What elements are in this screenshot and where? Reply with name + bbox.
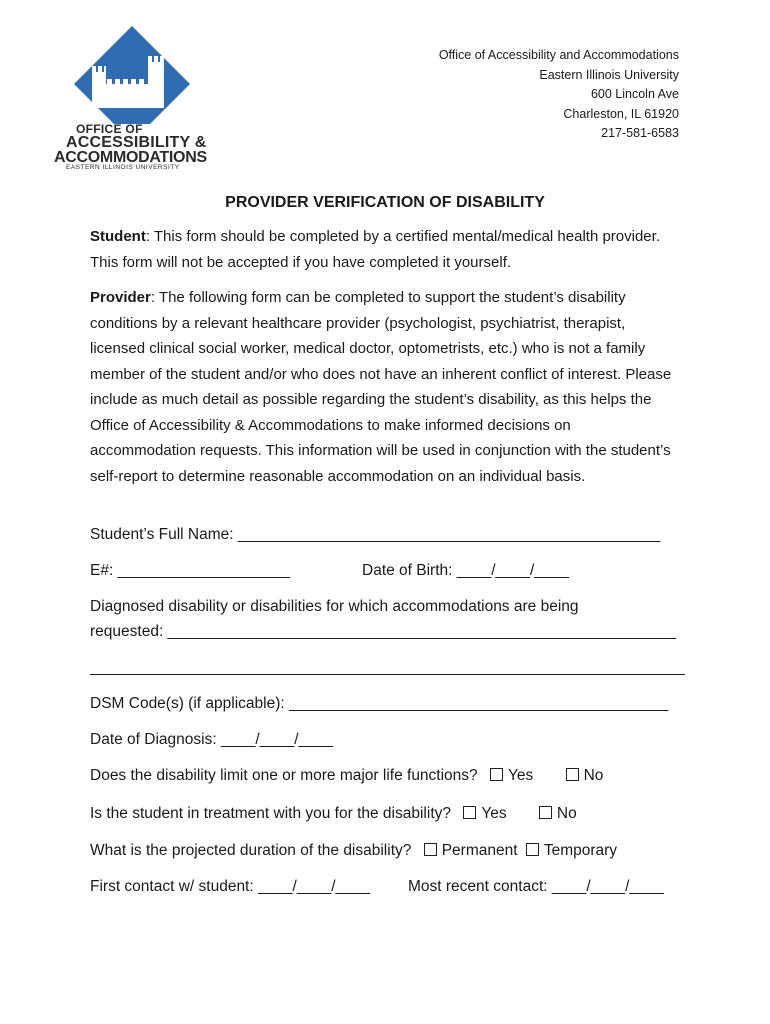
no-label: No	[556, 805, 577, 822]
university-name: Eastern Illinois University	[539, 67, 679, 82]
limit-question-text: Does the disability limit one or more major life functions?	[90, 767, 478, 784]
treatment-no-checkbox[interactable]	[539, 805, 577, 823]
limit-yes-checkbox[interactable]	[490, 767, 533, 785]
provider-instructions-text: : The following form can be completed to support the student’s disability conditions by a relevant healthcare provider (psychologist, psychiatrist, therapist, licensed clinical social worker, medical doctor, optometrists, etc.) who is not a family member of the student and/or who does not have an inherent conflict of interest. Please include as much detail as possible regarding the student’s disability, as this helps the Office of Accessibility & Accommodations to make informed decisions on accommodation requests. This information will be used in conjunction with the student’s self-report to determine reasonable accommodation on an individual basis.	[90, 289, 672, 485]
duration-question-text: What is the projected duration of the disability?	[90, 842, 412, 859]
diagnosed-disability-field-continued[interactable]: _____________________________________________________________________	[90, 659, 685, 676]
permanent-label: Permanent	[441, 842, 518, 859]
treatment-question-text: Is the student in treatment with you for the disability?	[90, 805, 451, 822]
temporary-checkbox[interactable]	[526, 842, 617, 860]
city-state-zip: Charleston, IL 61920	[563, 106, 679, 121]
provider-label: Provider	[90, 289, 151, 306]
student-instructions	[90, 224, 680, 275]
checkbox-icon	[539, 806, 552, 819]
limit-life-functions-question	[90, 767, 603, 785]
form-title: PROVIDER VERIFICATION OF DISABILITY	[225, 194, 545, 211]
date-of-diagnosis-field[interactable]: Date of Diagnosis: ____/____/____	[90, 731, 334, 748]
student-instructions-text: : This form should be completed by a certified mental/medical health provider. This form will not be accepted if you have completed it yourself.	[90, 228, 660, 271]
full-name-field[interactable]: Student’s Full Name: _________________________________________________	[90, 526, 661, 543]
first-contact-field[interactable]: First contact w/ student: ____/____/____	[90, 878, 371, 895]
enumber-field[interactable]: E#: ____________________	[90, 562, 290, 579]
checkbox-icon	[463, 806, 476, 819]
treatment-yes-checkbox[interactable]	[463, 805, 506, 823]
yes-label: Yes	[507, 767, 534, 784]
checkbox-icon	[424, 843, 437, 856]
street-address: 600 Lincoln Ave	[590, 87, 679, 101]
limit-no-checkbox[interactable]	[566, 767, 604, 785]
provider-instructions	[90, 285, 680, 489]
treatment-question	[90, 805, 577, 823]
duration-question	[90, 842, 617, 860]
checkbox-icon	[566, 768, 579, 781]
logo-text-accessibility: ACCESSIBILITY &	[66, 134, 207, 151]
temporary-label: Temporary	[543, 842, 618, 859]
yes-label: Yes	[481, 805, 507, 822]
checkbox-icon	[526, 843, 539, 856]
diagnosed-disability-field[interactable]: requested: ___________________________________________________________	[90, 623, 677, 640]
office-name: Office of Accessibility and Accommodations	[438, 48, 679, 62]
castle-diamond-icon	[74, 24, 194, 124]
office-address	[439, 46, 679, 144]
dsm-code-field[interactable]: DSM Code(s) (if applicable): ____________________________________________	[90, 695, 669, 712]
oaa-logo	[52, 24, 212, 174]
logo-text-office-of: OFFICE OF	[76, 122, 143, 136]
student-label: Student	[90, 228, 146, 245]
diagnosed-disability-label: Diagnosed disability or disabilities for which accommodations are being	[90, 598, 579, 615]
logo-text-university: EASTERN ILLINOIS UNIVERSITY	[66, 164, 180, 171]
phone-number: 217-581-6583	[601, 126, 679, 140]
logo-text-accommodations: ACCOMMODATIONS	[54, 149, 207, 166]
most-recent-contact-field[interactable]: Most recent contact: ____/____/____	[408, 878, 664, 895]
checkbox-icon	[490, 768, 503, 781]
date-of-birth-field[interactable]: Date of Birth: ____/____/____	[362, 562, 569, 579]
permanent-checkbox[interactable]	[424, 842, 518, 860]
no-label: No	[583, 767, 604, 784]
